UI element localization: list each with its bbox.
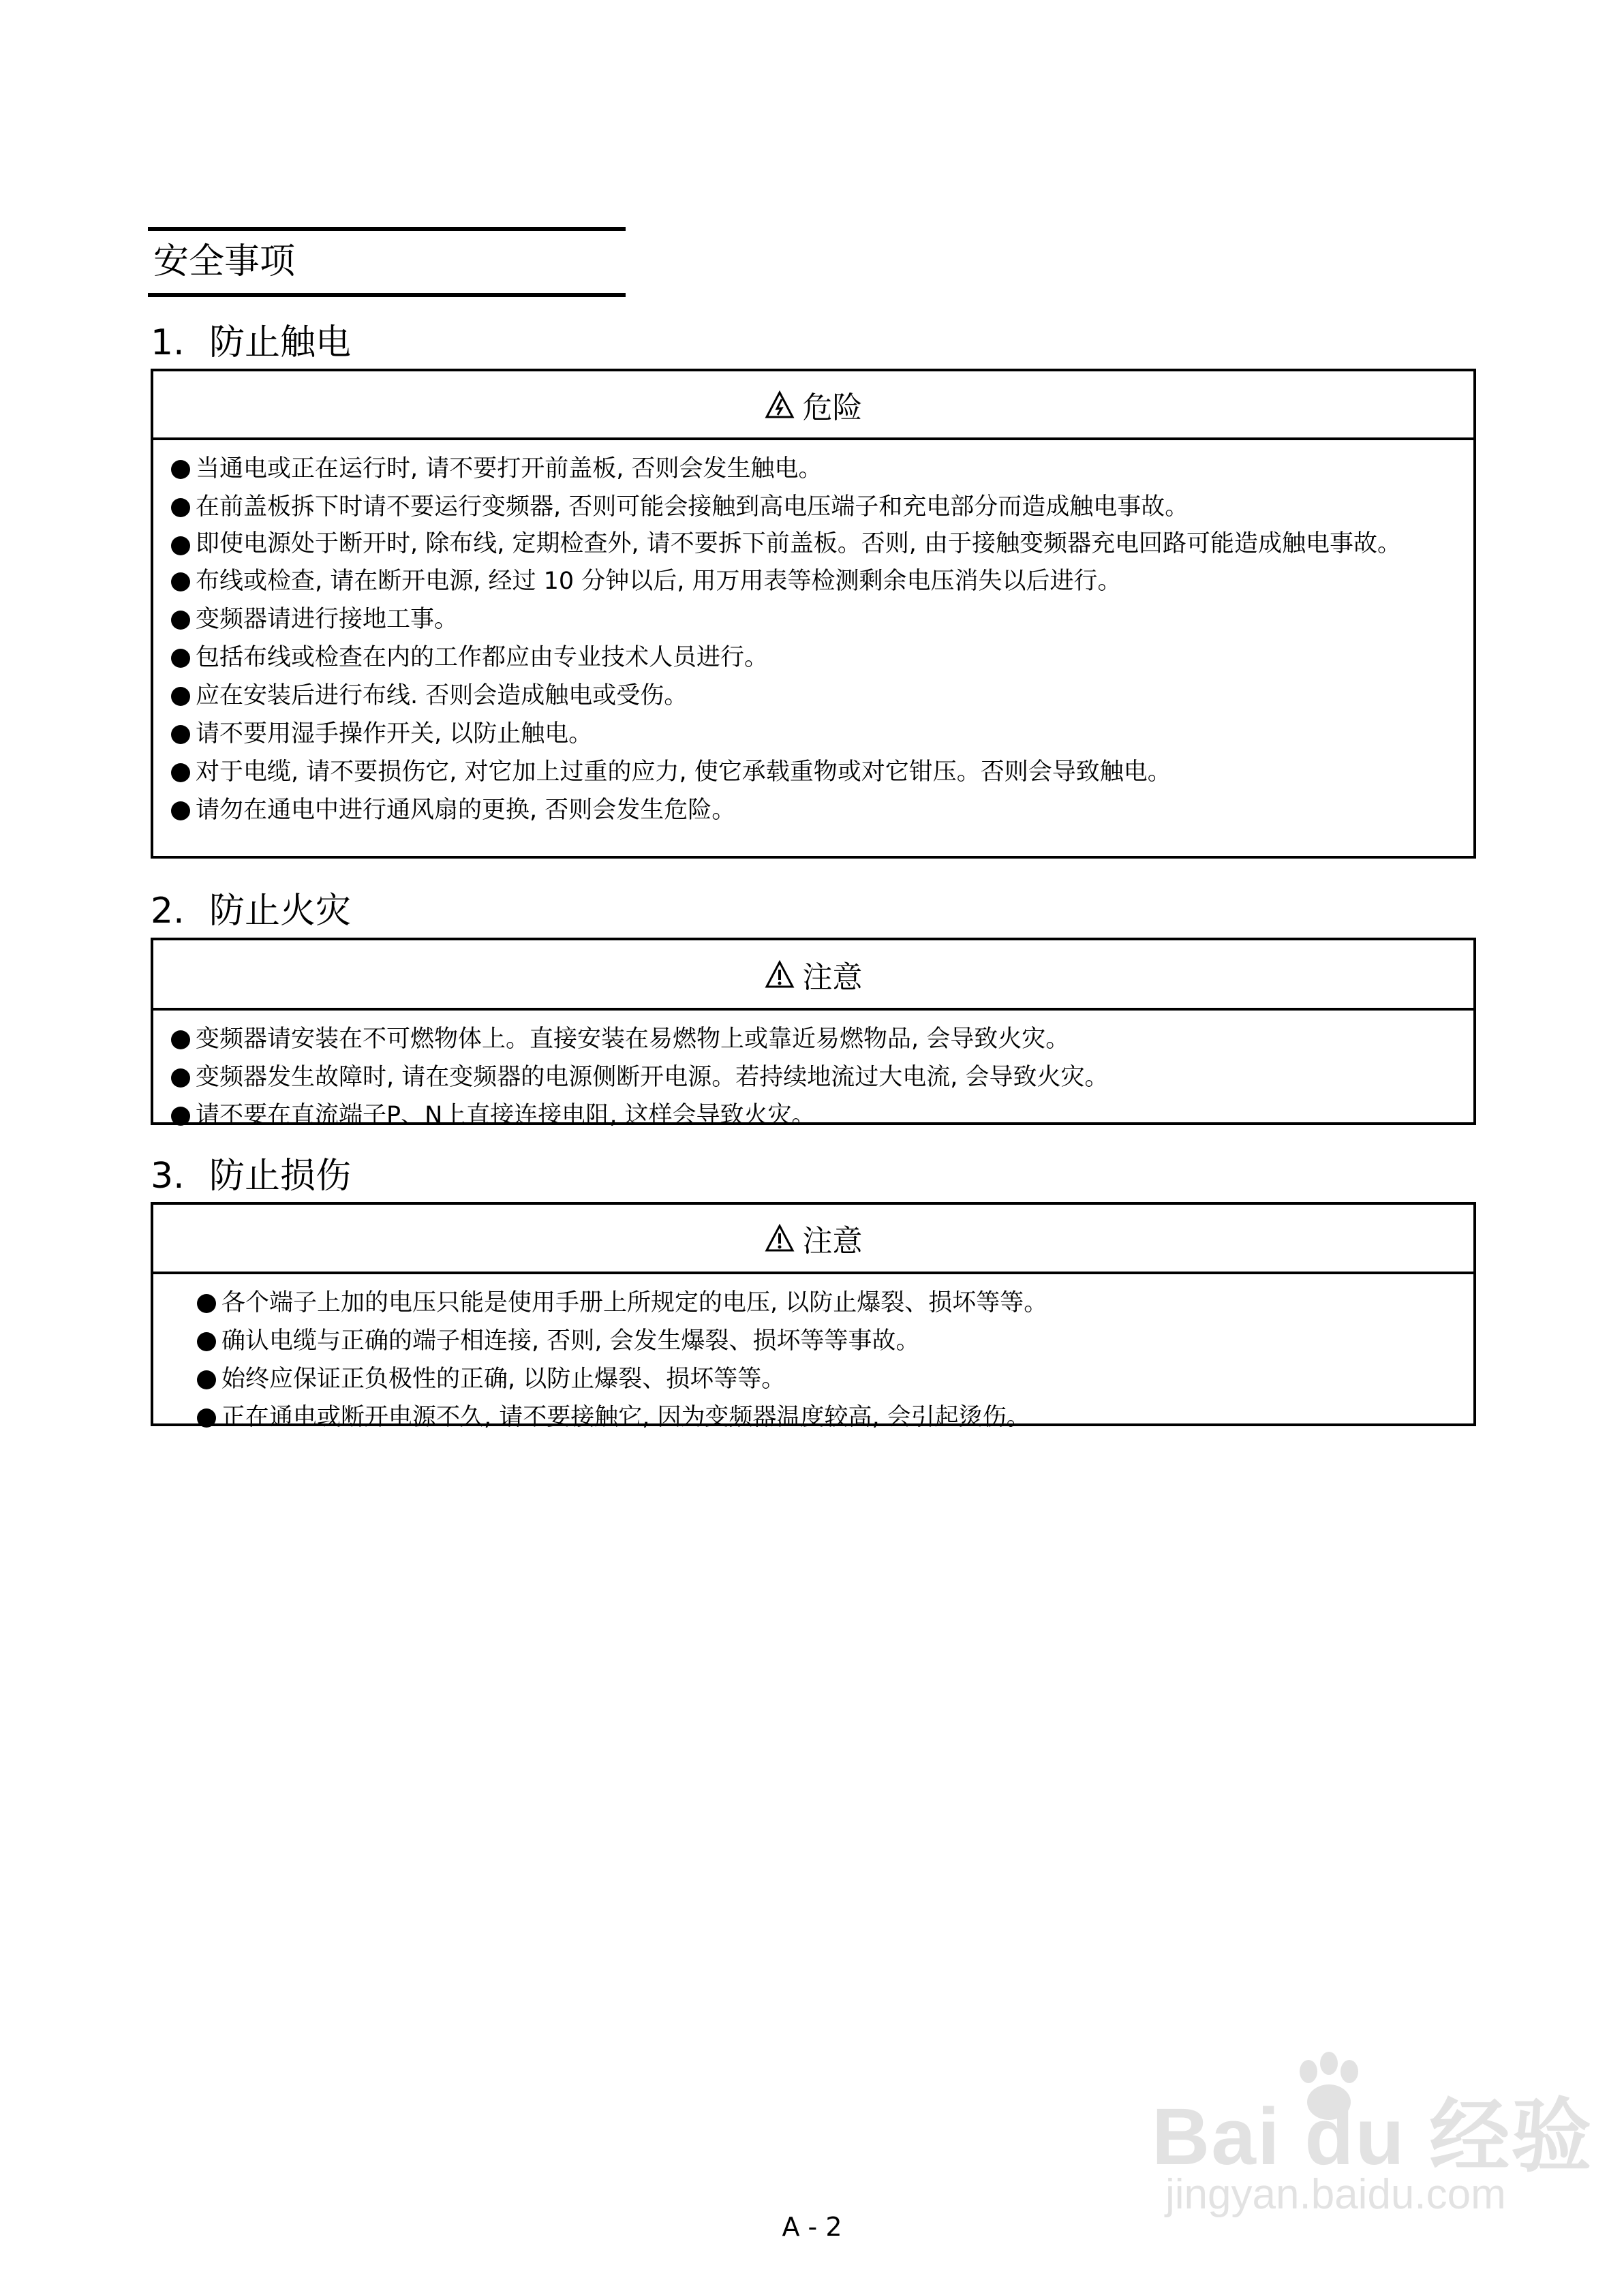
list-item xyxy=(153,1284,1473,1322)
bullet-icon xyxy=(171,572,190,591)
list-item xyxy=(153,715,1473,753)
bullet-icon xyxy=(197,1332,216,1351)
box-label: 注意 xyxy=(802,959,863,995)
list-item xyxy=(153,1322,1473,1360)
box-label: 注意 xyxy=(802,1224,863,1259)
bullet-icon xyxy=(171,801,190,820)
list-item-text: 当通电或正在运行时, 请不要打开前盖板, 否则会发生触电。 xyxy=(196,455,823,482)
caution-box-damage xyxy=(151,1202,1476,1431)
box-body xyxy=(153,1011,1473,1135)
bullet-icon xyxy=(171,498,190,517)
section-title-text: 防止损伤 xyxy=(209,1156,352,1197)
bullet-icon xyxy=(171,725,190,744)
danger-box xyxy=(151,369,1476,859)
page-number: A - 2 xyxy=(782,2212,842,2242)
list-item-text: 布线或检查, 请在断开电源, 经过 10 分钟以后, 用万用表等检测剩余电压消失以后进行。 xyxy=(196,568,1122,595)
list-item-text: 应在安装后进行布线. 否则会造成触电或受伤。 xyxy=(196,682,688,709)
box-body xyxy=(153,1274,1473,1436)
list-item xyxy=(153,1360,1473,1398)
section-title-text: 防止火灾 xyxy=(209,891,352,931)
box-label: 危险 xyxy=(802,390,863,425)
list-item-text: 确认电缆与正确的端子相连接, 否则, 会发生爆裂、损坏等等事故。 xyxy=(221,1327,920,1355)
list-item-text: 变频器发生故障时, 请在变频器的电源侧断开电源。若持续地流过大电流, 会导致火灾。 xyxy=(196,1064,1109,1091)
baidu-watermark xyxy=(1152,2051,1593,2221)
list-item xyxy=(153,791,1473,829)
list-item xyxy=(153,450,1473,488)
list-item xyxy=(153,600,1473,638)
bullet-icon xyxy=(171,1107,190,1126)
bullet-icon xyxy=(171,536,190,555)
list-item xyxy=(153,677,1473,715)
list-item xyxy=(153,488,1473,526)
caution-warning-icon xyxy=(765,960,795,989)
bullet-icon xyxy=(197,1408,216,1428)
caution-warning-icon xyxy=(765,1224,795,1252)
section-title-damage xyxy=(151,1155,351,1197)
bullet-icon xyxy=(171,460,190,479)
list-item xyxy=(153,1058,1473,1096)
list-item-text: 请不要用湿手操作开关, 以防止触电。 xyxy=(196,720,593,748)
list-item xyxy=(153,562,1473,600)
list-item-text: 即使电源处于断开时, 除布线, 定期检查外, 请不要拆下前盖板。否则, 由于接触变频器充电回路可能造成触电事故。 xyxy=(196,530,1402,557)
list-item-text: 变频器请进行接地工事。 xyxy=(196,606,459,633)
bullet-icon xyxy=(197,1294,216,1313)
bullet-icon xyxy=(171,1068,190,1088)
list-item-text: 在前盖板拆下时请不要运行变频器, 否则可能会接触到高电压端子和充电部分而造成触电事故。 xyxy=(196,493,1189,521)
bullet-icon xyxy=(197,1370,216,1389)
section-title-electric-shock xyxy=(151,322,351,364)
box-header xyxy=(153,940,1473,1011)
list-item-text: 正在通电或断开电源不久, 请不要接触它, 因为变频器温度较高, 会引起烫伤。 xyxy=(221,1404,1030,1431)
bullet-icon xyxy=(171,763,190,782)
list-item-text: 各个端子上加的电压只能是使用手册上所规定的电压, 以防止爆裂、损坏等等。 xyxy=(221,1289,1048,1316)
section-title-text: 防止触电 xyxy=(209,322,352,363)
list-item xyxy=(153,1020,1473,1058)
list-item xyxy=(153,753,1473,791)
list-item-text: 包括布线或检查在内的工作都应由专业技术人员进行。 xyxy=(196,644,769,671)
section-number: 1. xyxy=(151,322,185,363)
list-item xyxy=(153,638,1473,677)
caution-box-fire xyxy=(151,938,1476,1129)
list-item xyxy=(153,1096,1473,1135)
box-header xyxy=(153,1205,1473,1274)
watermark-url: jingyan.baidu.com xyxy=(1165,2171,1506,2218)
list-item-text: 对于电缆, 请不要损伤它, 对它加上过重的应力, 使它承载重物或对它钳压。否则会导致触电。 xyxy=(196,758,1171,786)
box-body xyxy=(153,440,1473,829)
list-item-text: 变频器请安装在不可燃物体上。直接安装在易燃物上或靠近易燃物品, 会导致火灾。 xyxy=(196,1026,1070,1053)
section-title-fire xyxy=(151,890,351,932)
list-item xyxy=(153,526,1473,562)
section-number: 2. xyxy=(151,891,185,931)
watermark-brand: Bai du 经验 xyxy=(1152,2092,1593,2182)
list-item-text: 请不要在直流端子P、N上直接连接电阻, 这样会导致火灾。 xyxy=(196,1102,816,1129)
bullet-icon xyxy=(171,611,190,630)
page-title: 安全事项 xyxy=(148,227,626,297)
bullet-icon xyxy=(171,649,190,668)
bullet-icon xyxy=(171,1030,190,1049)
list-item-text: 请勿在通电中进行通风扇的更换, 否则会发生危险。 xyxy=(196,797,736,824)
box-header xyxy=(153,371,1473,440)
list-item-text: 始终应保证正负极性的正确, 以防止爆裂、损坏等等。 xyxy=(221,1366,786,1393)
high-voltage-warning-icon xyxy=(765,390,795,419)
section-number: 3. xyxy=(151,1156,185,1197)
list-item xyxy=(153,1398,1473,1436)
bullet-icon xyxy=(171,687,190,706)
